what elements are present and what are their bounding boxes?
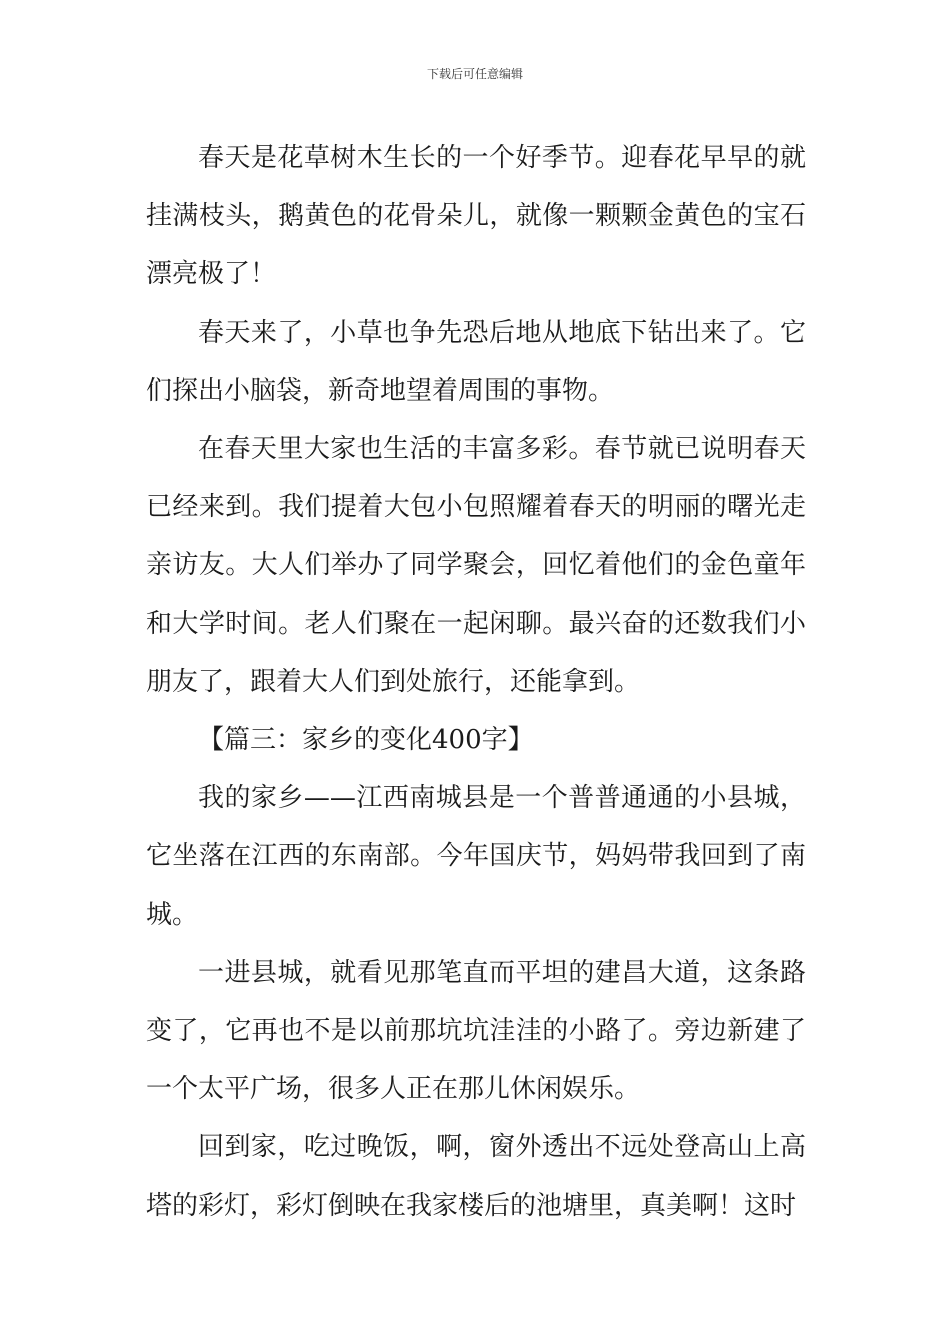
document-body (146, 129, 806, 1235)
paragraph: 我的家乡——江西南城县是一个普普通通的小县城，它坐落在江西的东南部。今年国庆节，妈妈带我回到了南城。 (146, 783, 806, 930)
page-header-note: 下载后可任意编辑 (426, 67, 523, 81)
paragraph: 回到家，吃过晚饭，啊，窗外透出不远处登高山上高塔的彩灯，彩灯倒映在我家楼后的池塘里，真美啊！这时 (146, 1132, 806, 1221)
paragraph: 一进县城，就看见那笔直而平坦的建昌大道，这条路变了，它再也不是以前那坑坑洼洼的小路了。旁边新建了一个太平广场，很多人正在那儿休闲娱乐。 (146, 957, 806, 1105)
paragraph: 春天是花草树木生长的一个好季节。迎春花早早的就挂满枝头，鹅黄色的花骨朵儿，就像一颗颗金黄色的宝石漂亮极了！ (146, 143, 806, 290)
section-heading: 【篇三：家乡的变化400字】 (198, 725, 534, 756)
paragraph: 在春天里大家也生活的丰富多彩。春节就已说明春天已经来到。我们提着大包小包照耀着春天的明丽的曙光走亲访友。大人们举办了同学聚会，回忆着他们的金色童年和大学时间。老人们聚在一起闲聊。最兴奋的还数我们小朋友了，跟着大人们到处旅行，还能拿到。 (146, 434, 806, 697)
paragraph: 春天来了，小草也争先恐后地从地底下钻出来了。它们探出小脑袋，新奇地望着周围的事物。 (146, 317, 806, 406)
